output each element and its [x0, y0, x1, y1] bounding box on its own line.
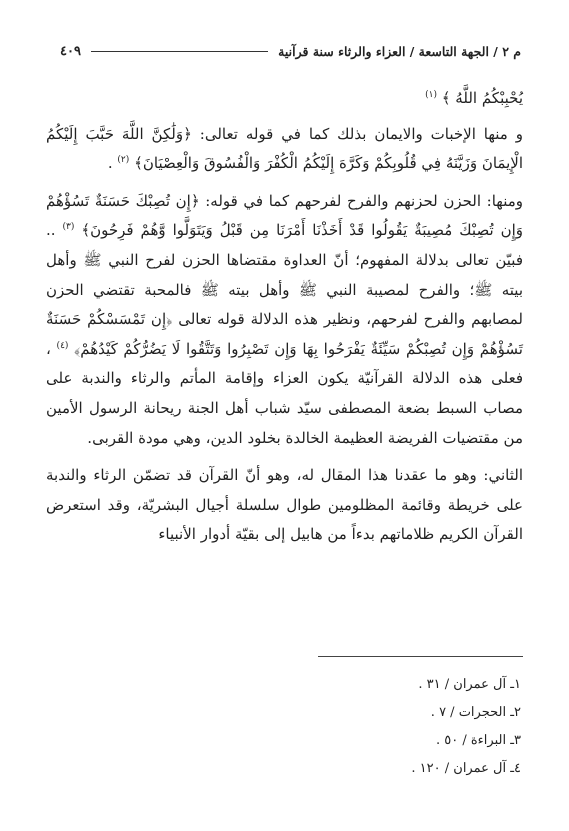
header-title: م ٢ / الجهة التاسعة / العزاء والرثاء سنة قرآنية: [278, 43, 521, 59]
footnote-ref: (١): [425, 90, 437, 100]
footnotes: [221, 672, 521, 784]
footnote-item: ٤ـ آل عمران / ١٢٠ .: [411, 761, 521, 776]
body-text: [46, 84, 523, 558]
paragraph-tail: ، فعلى هذه الدلالة القرآنيّة يكون العزاء وإقامة المأتم والرثاء والندبة على مصاب السبط بضعة المصطفى سيّد شباب أهل الجنة ريحانة الرسول الأمين من مقتضيات الفريضة العظيمة الخالدة بخلود الدين، وهي مودة القربى.: [46, 339, 523, 447]
paragraph-text: الثاني: وهو ما عقدنا هذا المقال له، وهو أنّ القرآن قد تضمّن الرثاء والندبة على خريطة وقائمة المظلومين طوال سلسلة أجيال البشريّة، وقد استعرض القرآن الكريم ظلاماتهم بدءاً من هابيل إلى بقيّة أدوار الأنبياء: [46, 466, 523, 544]
footnote-item: ١ـ آل عمران / ٣١ .: [418, 677, 521, 692]
footnote-item: ٢ـ الحجرات / ٧ .: [430, 705, 521, 720]
paragraph-thani: [46, 461, 523, 550]
footnote-ref: (٤): [56, 340, 69, 351]
header-rule: [91, 51, 268, 52]
paragraph-huzn: [46, 187, 523, 453]
running-header: [60, 40, 521, 62]
paragraph-text: يُحْبِبْكُمُ اللَّهُ ﴾: [441, 89, 523, 107]
paragraph-text: ومنها: الحزن لحزنهم والفرح لفرحهم كما في قوله: ﴿إِن تُصِبْكَ حَسَنَةٌ تَسُؤْهُمْ وَإِن تُصِبْكَ مُصِيبَةٌ يَقُولُوا قَدْ أَخَذْنَا أَمْرَنَا مِن قَبْلُ وَيَتَوَلَّوا وَّهُمْ فَرِحُونَ﴾: [46, 191, 523, 240]
footnote-ref: (٣): [62, 222, 75, 233]
footnote-separator: [318, 656, 523, 657]
paragraph-text: و منها الإخبات والايمان بذلك كما في قوله تعالى: ﴿وَلَٰكِنَّ اللَّهَ حَبَّبَ إِلَيْكُمُ الْإِيمَانَ وَزَيَّنَهُ فِي قُلُوبِكُمْ وَكَرَّهَ إِلَيْكُمُ الْكُفْرَ وَالْفُسُوقَ وَالْعِصْيَانَ﴾: [46, 124, 523, 173]
paragraph-tail: .: [107, 154, 113, 173]
page-number: ٤٠٩: [60, 43, 81, 59]
paragraph-verse-end: [46, 84, 523, 114]
footnote-item: ٣ـ البراءة / ٥٠ .: [435, 733, 521, 748]
paragraph-ikhbat: [46, 120, 523, 179]
paragraph-tail: .. فبيّن تعالى بدلالة المفهوم؛ أنّ العداوة مقتضاها الحزن لفرح النبي ﷺ وأهل بيته ﷺ؛ والفرح لمصيبة النبي ﷺ وأهل بيته ﷺ فالمحبة تقتضي الحزن لمصابهم والفرح لفرحهم، ونظير هذه الدلالة قوله تعالى ﴿إِن تَمْسَسْكُمْ حَسَنَةٌ تَسُؤْهُمْ وَإِن تُصِبْكُمْ سَيِّئَةٌ يَفْرَحُوا بِهَا وَإِن تَصْبِرُوا وَتَتَّقُوا لَا يَضُرُّكُمْ كَيْدُهُمْ﴾: [46, 221, 523, 358]
footnote-ref: (٢): [117, 155, 130, 166]
